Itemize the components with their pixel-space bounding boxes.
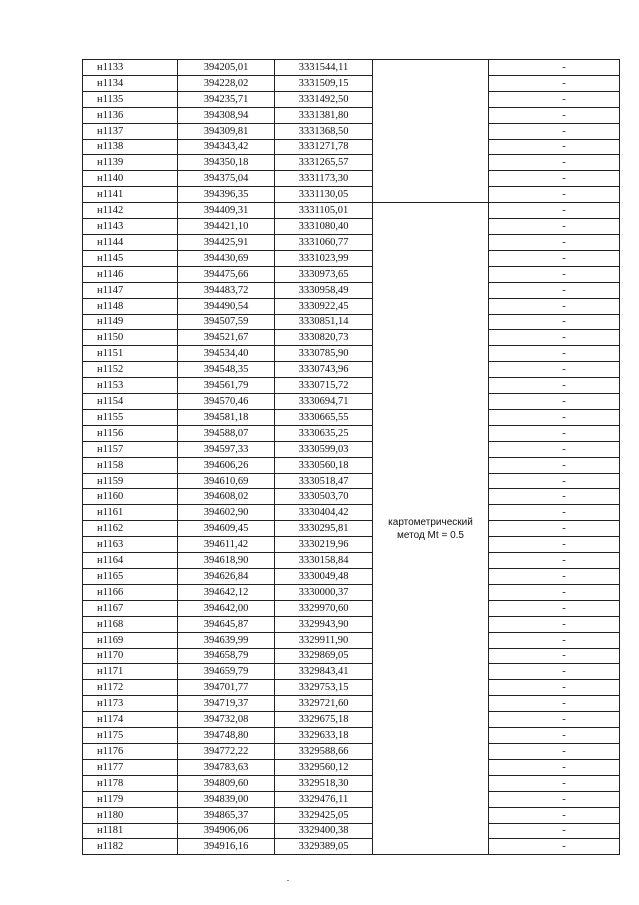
table-row: [83, 441, 620, 457]
point-id-cell: н1148: [83, 298, 178, 314]
accuracy-dash-cell: -: [489, 791, 620, 807]
y-coordinate-cell: 3331492,50: [275, 91, 373, 107]
table-row: [83, 473, 620, 489]
accuracy-dash-cell: -: [489, 266, 620, 282]
y-coordinate-cell: 3329633,18: [275, 728, 373, 744]
table-row: [83, 680, 620, 696]
point-id-cell: н1151: [83, 346, 178, 362]
x-coordinate-cell: 394375,04: [178, 171, 275, 187]
y-coordinate-cell: 3330715,72: [275, 378, 373, 394]
point-id-cell: н1142: [83, 203, 178, 219]
y-coordinate-cell: 3330049,48: [275, 569, 373, 585]
point-id-cell: н1158: [83, 457, 178, 473]
y-coordinate-cell: 3330518,47: [275, 473, 373, 489]
point-id-cell: н1134: [83, 75, 178, 91]
point-id-cell: н1169: [83, 632, 178, 648]
x-coordinate-cell: 394534,40: [178, 346, 275, 362]
accuracy-dash-cell: -: [489, 521, 620, 537]
table-row: [83, 362, 620, 378]
y-coordinate-cell: 3330743,96: [275, 362, 373, 378]
x-coordinate-cell: 394309,81: [178, 123, 275, 139]
table-row: [83, 457, 620, 473]
table-row: [83, 60, 620, 76]
accuracy-dash-cell: -: [489, 553, 620, 569]
point-id-cell: н1150: [83, 330, 178, 346]
point-id-cell: н1152: [83, 362, 178, 378]
x-coordinate-cell: 394396,35: [178, 187, 275, 203]
point-id-cell: н1140: [83, 171, 178, 187]
y-coordinate-cell: 3329425,05: [275, 807, 373, 823]
accuracy-dash-cell: -: [489, 314, 620, 330]
x-coordinate-cell: 394561,79: [178, 378, 275, 394]
table-row: [83, 489, 620, 505]
point-id-cell: н1153: [83, 378, 178, 394]
point-id-cell: н1156: [83, 425, 178, 441]
table-row: [83, 75, 620, 91]
point-id-cell: н1182: [83, 839, 178, 855]
x-coordinate-cell: 394570,46: [178, 394, 275, 410]
table-row: [83, 743, 620, 759]
table-row: [83, 91, 620, 107]
table-row: [83, 807, 620, 823]
y-coordinate-cell: 3329943,90: [275, 616, 373, 632]
point-id-cell: н1181: [83, 823, 178, 839]
x-coordinate-cell: 394421,10: [178, 219, 275, 235]
x-coordinate-cell: 394581,18: [178, 409, 275, 425]
point-id-cell: н1175: [83, 728, 178, 744]
accuracy-dash-cell: -: [489, 728, 620, 744]
point-id-cell: н1135: [83, 91, 178, 107]
y-coordinate-cell: 3330503,70: [275, 489, 373, 505]
table-row: [83, 171, 620, 187]
y-coordinate-cell: 3331105,01: [275, 203, 373, 219]
accuracy-dash-cell: -: [489, 505, 620, 521]
y-coordinate-cell: 3330694,71: [275, 394, 373, 410]
accuracy-dash-cell: -: [489, 219, 620, 235]
accuracy-dash-cell: -: [489, 155, 620, 171]
table-row: [83, 234, 620, 250]
y-coordinate-cell: 3329588,66: [275, 743, 373, 759]
point-id-cell: н1179: [83, 791, 178, 807]
accuracy-dash-cell: -: [489, 123, 620, 139]
accuracy-dash-cell: -: [489, 569, 620, 585]
point-id-cell: н1161: [83, 505, 178, 521]
point-id-cell: н1146: [83, 266, 178, 282]
table-row: [83, 187, 620, 203]
y-coordinate-cell: 3329911,90: [275, 632, 373, 648]
method-cell-empty: [373, 60, 489, 203]
point-id-cell: н1154: [83, 394, 178, 410]
table-row: [83, 394, 620, 410]
accuracy-dash-cell: -: [489, 425, 620, 441]
x-coordinate-cell: 394602,90: [178, 505, 275, 521]
accuracy-dash-cell: -: [489, 680, 620, 696]
table-row: [83, 775, 620, 791]
table-row: [83, 250, 620, 266]
point-id-cell: н1174: [83, 712, 178, 728]
accuracy-dash-cell: -: [489, 346, 620, 362]
table-row: [83, 314, 620, 330]
point-id-cell: н1133: [83, 60, 178, 76]
table-row: [83, 425, 620, 441]
y-coordinate-cell: 3331509,15: [275, 75, 373, 91]
table-row: [83, 616, 620, 632]
table-row: [83, 330, 620, 346]
x-coordinate-cell: 394719,37: [178, 696, 275, 712]
x-coordinate-cell: 394642,00: [178, 600, 275, 616]
y-coordinate-cell: 3331173,30: [275, 171, 373, 187]
x-coordinate-cell: 394748,80: [178, 728, 275, 744]
y-coordinate-cell: 3330635,25: [275, 425, 373, 441]
y-coordinate-cell: 3330785,90: [275, 346, 373, 362]
x-coordinate-cell: 394701,77: [178, 680, 275, 696]
y-coordinate-cell: 3331023,99: [275, 250, 373, 266]
y-coordinate-cell: 3330820,73: [275, 330, 373, 346]
x-coordinate-cell: 394548,35: [178, 362, 275, 378]
y-coordinate-cell: 3329869,05: [275, 648, 373, 664]
table-row: [83, 632, 620, 648]
table-row: [83, 839, 620, 855]
point-id-cell: н1143: [83, 219, 178, 235]
table-row: [83, 123, 620, 139]
y-coordinate-cell: 3329721,60: [275, 696, 373, 712]
accuracy-dash-cell: -: [489, 823, 620, 839]
x-coordinate-cell: 394772,22: [178, 743, 275, 759]
point-id-cell: н1157: [83, 441, 178, 457]
y-coordinate-cell: 3329753,15: [275, 680, 373, 696]
x-coordinate-cell: 394659,79: [178, 664, 275, 680]
x-coordinate-cell: 394610,69: [178, 473, 275, 489]
accuracy-dash-cell: -: [489, 616, 620, 632]
y-coordinate-cell: 3331130,05: [275, 187, 373, 203]
y-coordinate-cell: 3330158,84: [275, 553, 373, 569]
y-coordinate-cell: 3331265,57: [275, 155, 373, 171]
table-row: [83, 378, 620, 394]
point-id-cell: н1138: [83, 139, 178, 155]
table-row: [83, 696, 620, 712]
x-coordinate-cell: 394521,67: [178, 330, 275, 346]
x-coordinate-cell: 394475,66: [178, 266, 275, 282]
x-coordinate-cell: 394639,99: [178, 632, 275, 648]
x-coordinate-cell: 394597,33: [178, 441, 275, 457]
x-coordinate-cell: 394642,12: [178, 584, 275, 600]
accuracy-dash-cell: -: [489, 107, 620, 123]
x-coordinate-cell: 394606,26: [178, 457, 275, 473]
y-coordinate-cell: 3330560,18: [275, 457, 373, 473]
y-coordinate-cell: 3329400,38: [275, 823, 373, 839]
point-id-cell: н1168: [83, 616, 178, 632]
table-row: [83, 759, 620, 775]
point-id-cell: н1144: [83, 234, 178, 250]
accuracy-dash-cell: -: [489, 282, 620, 298]
x-coordinate-cell: 394783,63: [178, 759, 275, 775]
accuracy-dash-cell: -: [489, 60, 620, 76]
x-coordinate-cell: 394839,00: [178, 791, 275, 807]
y-coordinate-cell: 3330958,49: [275, 282, 373, 298]
point-id-cell: н1141: [83, 187, 178, 203]
method-note-cell: картометрический метод Mt = 0.5: [373, 203, 489, 855]
point-id-cell: н1172: [83, 680, 178, 696]
accuracy-dash-cell: -: [489, 759, 620, 775]
y-coordinate-cell: 3329560,12: [275, 759, 373, 775]
table-row: [83, 139, 620, 155]
accuracy-dash-cell: -: [489, 473, 620, 489]
point-id-cell: н1164: [83, 553, 178, 569]
point-id-cell: н1171: [83, 664, 178, 680]
point-id-cell: н1145: [83, 250, 178, 266]
point-id-cell: н1177: [83, 759, 178, 775]
accuracy-dash-cell: -: [489, 664, 620, 680]
y-coordinate-cell: 3329389,05: [275, 839, 373, 855]
table-row: [83, 282, 620, 298]
accuracy-dash-cell: -: [489, 330, 620, 346]
accuracy-dash-cell: -: [489, 632, 620, 648]
accuracy-dash-cell: -: [489, 234, 620, 250]
point-id-cell: н1167: [83, 600, 178, 616]
point-id-cell: н1180: [83, 807, 178, 823]
y-coordinate-cell: 3331080,40: [275, 219, 373, 235]
y-coordinate-cell: 3329843,41: [275, 664, 373, 680]
accuracy-dash-cell: -: [489, 839, 620, 855]
y-coordinate-cell: 3329476,11: [275, 791, 373, 807]
y-coordinate-cell: 3330599,03: [275, 441, 373, 457]
table-row: [83, 203, 620, 219]
table-row: [83, 553, 620, 569]
y-coordinate-cell: 3330295,81: [275, 521, 373, 537]
accuracy-dash-cell: -: [489, 775, 620, 791]
accuracy-dash-cell: -: [489, 378, 620, 394]
table-row: [83, 569, 620, 585]
x-coordinate-cell: 394588,07: [178, 425, 275, 441]
y-coordinate-cell: 3330922,45: [275, 298, 373, 314]
x-coordinate-cell: 394430,69: [178, 250, 275, 266]
accuracy-dash-cell: -: [489, 250, 620, 266]
x-coordinate-cell: 394916,16: [178, 839, 275, 855]
table-row: [83, 823, 620, 839]
x-coordinate-cell: 394343,42: [178, 139, 275, 155]
y-coordinate-cell: 3330665,55: [275, 409, 373, 425]
accuracy-dash-cell: -: [489, 807, 620, 823]
scan-artifact: [287, 880, 289, 881]
table-row: [83, 712, 620, 728]
accuracy-dash-cell: -: [489, 187, 620, 203]
accuracy-dash-cell: -: [489, 584, 620, 600]
point-id-cell: н1155: [83, 409, 178, 425]
y-coordinate-cell: 3330851,14: [275, 314, 373, 330]
accuracy-dash-cell: -: [489, 91, 620, 107]
table-row: [83, 791, 620, 807]
point-id-cell: н1159: [83, 473, 178, 489]
table-row: [83, 155, 620, 171]
point-id-cell: н1137: [83, 123, 178, 139]
y-coordinate-cell: 3330404,42: [275, 505, 373, 521]
x-coordinate-cell: 394507,59: [178, 314, 275, 330]
y-coordinate-cell: 3331271,78: [275, 139, 373, 155]
point-id-cell: н1176: [83, 743, 178, 759]
accuracy-dash-cell: -: [489, 441, 620, 457]
accuracy-dash-cell: -: [489, 537, 620, 553]
accuracy-dash-cell: -: [489, 600, 620, 616]
y-coordinate-cell: 3330219,96: [275, 537, 373, 553]
point-id-cell: н1165: [83, 569, 178, 585]
accuracy-dash-cell: -: [489, 139, 620, 155]
y-coordinate-cell: 3331544,11: [275, 60, 373, 76]
table-row: [83, 505, 620, 521]
x-coordinate-cell: 394490,54: [178, 298, 275, 314]
point-id-cell: н1160: [83, 489, 178, 505]
coordinates-table-body: [83, 60, 620, 855]
table-row: [83, 728, 620, 744]
x-coordinate-cell: 394626,84: [178, 569, 275, 585]
x-coordinate-cell: 394308,94: [178, 107, 275, 123]
table-row: [83, 521, 620, 537]
table-row: [83, 648, 620, 664]
accuracy-dash-cell: -: [489, 696, 620, 712]
coordinates-table: [82, 59, 620, 855]
x-coordinate-cell: 394865,37: [178, 807, 275, 823]
accuracy-dash-cell: -: [489, 743, 620, 759]
x-coordinate-cell: 394611,42: [178, 537, 275, 553]
table-row: [83, 346, 620, 362]
x-coordinate-cell: 394425,91: [178, 234, 275, 250]
y-coordinate-cell: 3329518,30: [275, 775, 373, 791]
table-row: [83, 537, 620, 553]
point-id-cell: н1149: [83, 314, 178, 330]
accuracy-dash-cell: -: [489, 203, 620, 219]
x-coordinate-cell: 394618,90: [178, 553, 275, 569]
point-id-cell: н1136: [83, 107, 178, 123]
accuracy-dash-cell: -: [489, 362, 620, 378]
point-id-cell: н1170: [83, 648, 178, 664]
point-id-cell: н1162: [83, 521, 178, 537]
table-row: [83, 600, 620, 616]
y-coordinate-cell: 3331368,50: [275, 123, 373, 139]
table-row: [83, 664, 620, 680]
table-row: [83, 298, 620, 314]
accuracy-dash-cell: -: [489, 394, 620, 410]
point-id-cell: н1166: [83, 584, 178, 600]
accuracy-dash-cell: -: [489, 409, 620, 425]
point-id-cell: н1163: [83, 537, 178, 553]
x-coordinate-cell: 394809,60: [178, 775, 275, 791]
x-coordinate-cell: 394235,71: [178, 91, 275, 107]
x-coordinate-cell: 394658,79: [178, 648, 275, 664]
table-row: [83, 219, 620, 235]
point-id-cell: н1173: [83, 696, 178, 712]
point-id-cell: н1178: [83, 775, 178, 791]
accuracy-dash-cell: -: [489, 298, 620, 314]
table-row: [83, 107, 620, 123]
accuracy-dash-cell: -: [489, 171, 620, 187]
x-coordinate-cell: 394409,31: [178, 203, 275, 219]
y-coordinate-cell: 3329970,60: [275, 600, 373, 616]
y-coordinate-cell: 3331060,77: [275, 234, 373, 250]
x-coordinate-cell: 394228,02: [178, 75, 275, 91]
accuracy-dash-cell: -: [489, 75, 620, 91]
x-coordinate-cell: 394906,06: [178, 823, 275, 839]
accuracy-dash-cell: -: [489, 489, 620, 505]
x-coordinate-cell: 394483,72: [178, 282, 275, 298]
x-coordinate-cell: 394608,02: [178, 489, 275, 505]
x-coordinate-cell: 394350,18: [178, 155, 275, 171]
point-id-cell: н1139: [83, 155, 178, 171]
accuracy-dash-cell: -: [489, 712, 620, 728]
y-coordinate-cell: 3330973,65: [275, 266, 373, 282]
x-coordinate-cell: 394732,08: [178, 712, 275, 728]
accuracy-dash-cell: -: [489, 457, 620, 473]
table-row: [83, 266, 620, 282]
x-coordinate-cell: 394609,45: [178, 521, 275, 537]
table-row: [83, 584, 620, 600]
x-coordinate-cell: 394645,87: [178, 616, 275, 632]
table-row: [83, 409, 620, 425]
x-coordinate-cell: 394205,01: [178, 60, 275, 76]
y-coordinate-cell: 3331381,80: [275, 107, 373, 123]
y-coordinate-cell: 3329675,18: [275, 712, 373, 728]
point-id-cell: н1147: [83, 282, 178, 298]
y-coordinate-cell: 3330000,37: [275, 584, 373, 600]
accuracy-dash-cell: -: [489, 648, 620, 664]
